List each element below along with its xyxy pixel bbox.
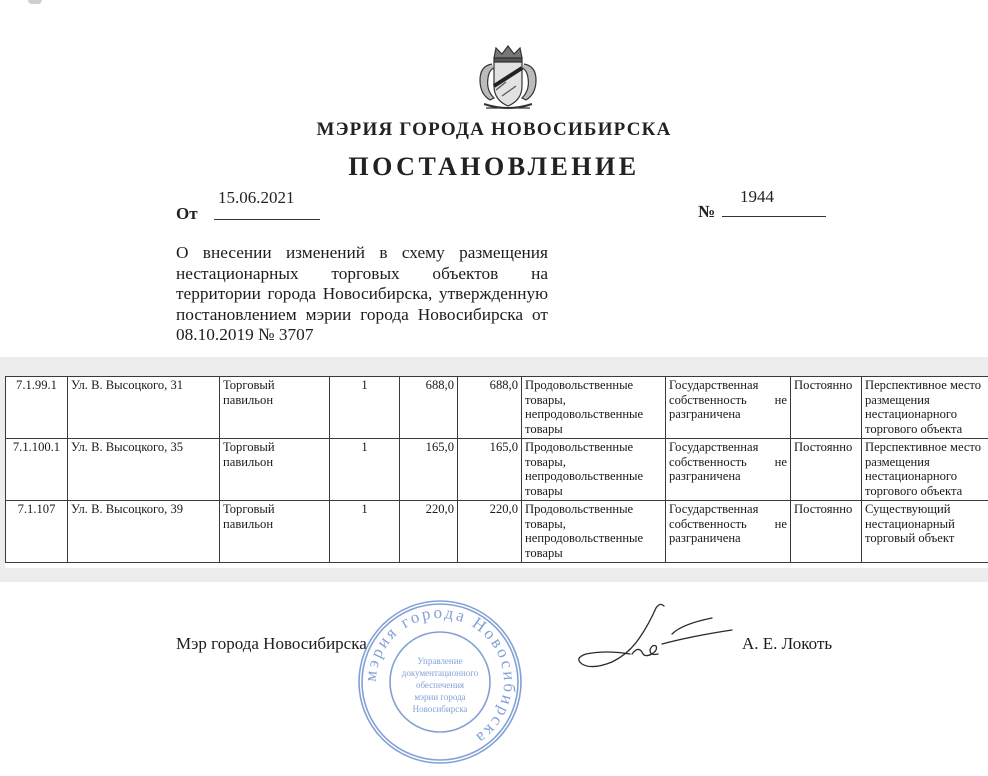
cell-status: Перспективное место размещения нестационарного торгового объекта bbox=[862, 377, 988, 439]
document-subject: О внесении изменений в схему размещения нестационарных торговых объектов на территории города Новосибирска, утвержденную постановлением мэрии города Новосибирска от 08.10.2019 № 3707 bbox=[176, 243, 548, 344]
handwritten-signature bbox=[572, 600, 742, 678]
cell-area-object: 165,0 bbox=[458, 439, 522, 501]
cell-count: 1 bbox=[330, 439, 400, 501]
cell-object-type: Торговый павильон bbox=[220, 439, 330, 501]
table-row bbox=[6, 377, 988, 439]
date-label: От bbox=[176, 204, 198, 223]
cell-status: Существующий нестационарный торговый объект bbox=[862, 501, 988, 563]
cell-ownership: Государственная собственность не разграничена bbox=[666, 377, 791, 439]
table-container bbox=[5, 376, 988, 568]
seal-inner-line: документационного bbox=[401, 668, 479, 678]
cell-ownership: Государственная собственность не разграничена bbox=[666, 439, 791, 501]
document-type-title: ПОСТАНОВЛЕНИЕ bbox=[348, 152, 640, 181]
cell-status: Перспективное место размещения нестационарного торгового объекта bbox=[862, 439, 988, 501]
cell-specialization: Продовольственные товары, непродовольственные товары bbox=[522, 501, 666, 563]
cell-number: 7.1.107 bbox=[6, 501, 68, 563]
cell-address: Ул. В. Высоцкого, 39 bbox=[68, 501, 220, 563]
cell-area-land: 165,0 bbox=[400, 439, 458, 501]
number-label: № bbox=[698, 202, 716, 221]
date-underline bbox=[214, 219, 320, 220]
cell-area-object: 688,0 bbox=[458, 377, 522, 439]
organization-title: МЭРИЯ ГОРОДА НОВОСИБИРСКА bbox=[316, 119, 672, 140]
cell-period: Постоянно bbox=[791, 439, 862, 501]
seal-inner-line: Новосибирска bbox=[412, 704, 468, 714]
coat-of-arms-icon bbox=[472, 42, 544, 114]
cell-area-object: 220,0 bbox=[458, 501, 522, 563]
scan-artifact-mark bbox=[28, 0, 42, 4]
cell-number: 7.1.99.1 bbox=[6, 377, 68, 439]
seal-inner-line: Управление bbox=[417, 656, 463, 666]
cell-ownership: Государственная собственность не разграничена bbox=[666, 501, 791, 563]
cell-count: 1 bbox=[330, 377, 400, 439]
seal-inner-line: обеспечения bbox=[415, 680, 465, 690]
number-underline bbox=[722, 216, 826, 217]
document-number: 1944 bbox=[740, 187, 774, 206]
table-row bbox=[6, 501, 988, 563]
cell-object-type: Торговый павильон bbox=[220, 377, 330, 439]
cell-specialization: Продовольственные товары, непродовольственные товары bbox=[522, 377, 666, 439]
cell-area-land: 220,0 bbox=[400, 501, 458, 563]
cell-address: Ул. В. Высоцкого, 31 bbox=[68, 377, 220, 439]
cell-specialization: Продовольственные товары, непродовольственные товары bbox=[522, 439, 666, 501]
table-row bbox=[6, 439, 988, 501]
cell-number: 7.1.100.1 bbox=[6, 439, 68, 501]
cell-count: 1 bbox=[330, 501, 400, 563]
cell-area-land: 688,0 bbox=[400, 377, 458, 439]
signatory-name: А. Е. Локоть bbox=[742, 634, 833, 653]
seal-ring-text: мэрия города Новосибирска bbox=[360, 602, 520, 749]
cell-address: Ул. В. Высоцкого, 35 bbox=[68, 439, 220, 501]
signatory-position: Мэр города Новосибирска bbox=[176, 634, 367, 653]
cell-object-type: Торговый павильон bbox=[220, 501, 330, 563]
seal-stamp-icon bbox=[356, 598, 524, 766]
cell-period: Постоянно bbox=[791, 501, 862, 563]
cell-period: Постоянно bbox=[791, 377, 862, 439]
placement-schema-table bbox=[5, 376, 988, 563]
document-date: 15.06.2021 bbox=[218, 188, 295, 207]
seal-inner-line: мэрии города bbox=[414, 692, 466, 702]
